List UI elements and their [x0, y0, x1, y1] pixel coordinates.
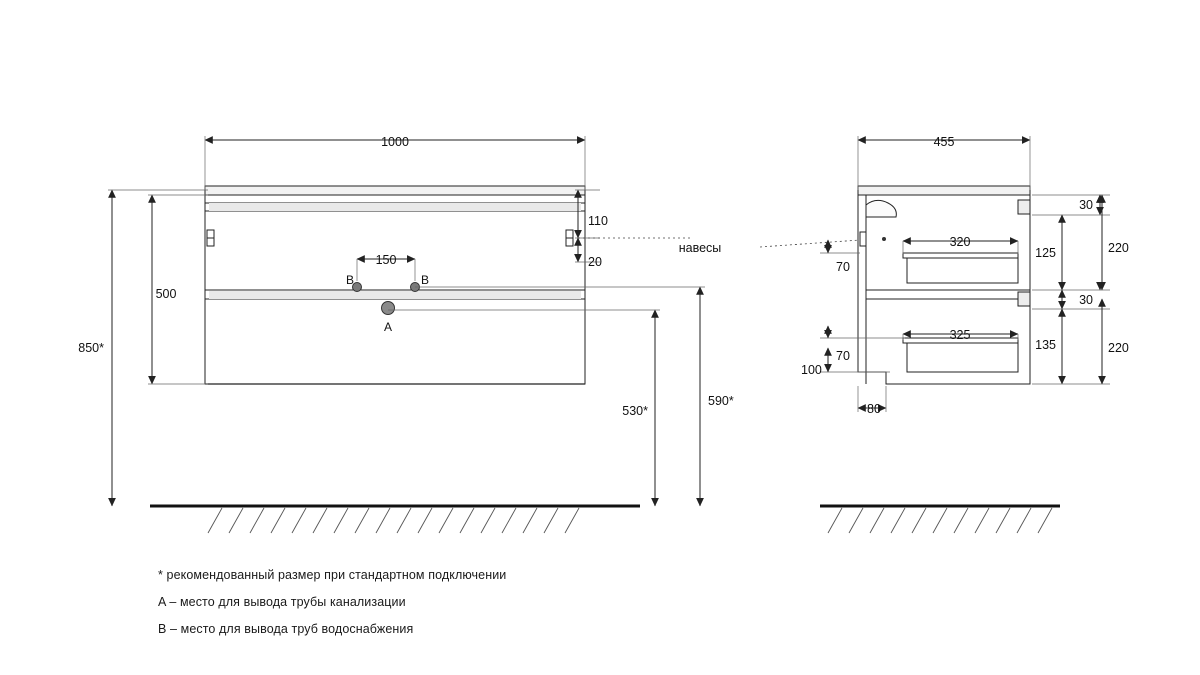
floor-side [820, 506, 1060, 533]
side-view-cabinet [858, 186, 1030, 384]
dim-front-top-offset: 110 [588, 214, 608, 228]
floor-front [150, 506, 640, 533]
note-recommended-size: * рекомендованный размер при стандартном подключении [158, 568, 507, 582]
dim-front-drain-height: 530* [622, 404, 648, 418]
dim-front-hook-offset: 20 [588, 255, 602, 269]
dim-front-body-height: 500 [155, 287, 177, 301]
dim-side-bottom-offset: 100 [801, 363, 822, 377]
label-point-a: A [383, 320, 393, 334]
dim-side-upper-rail: 320 [949, 235, 971, 249]
label-point-b-left: B [345, 273, 355, 287]
front-view-cabinet [205, 186, 585, 384]
dim-side-upper-drawer: 220 [1108, 241, 1129, 255]
dim-side-rail-offset-top: 70 [836, 260, 850, 274]
dim-side-rail-offset-bottom: 70 [836, 349, 850, 363]
legend-notes [158, 562, 506, 643]
dim-front-b-spacing: 150 [375, 253, 397, 267]
note-point-a: A – место для вывода трубы канализации [158, 595, 406, 609]
dim-side-lower-drawer: 220 [1108, 341, 1129, 355]
dim-front-width: 1000 [381, 135, 409, 149]
dim-front-water-height: 590* [708, 394, 734, 408]
dim-side-depth: 455 [933, 135, 955, 149]
dim-side-foot: 80 [867, 402, 881, 416]
dim-side-lower-rail: 325 [949, 328, 971, 342]
dim-side-upper-inner: 125 [1035, 246, 1056, 260]
label-suspension: навесы [678, 241, 722, 255]
dim-front-total-height: 850* [78, 341, 104, 355]
dim-side-mid-gap: 30 [1079, 293, 1093, 307]
note-point-b: B – место для вывода труб водоснабжения [158, 622, 414, 636]
label-point-b-right: B [420, 273, 430, 287]
dim-side-lower-inner: 135 [1035, 338, 1056, 352]
dim-side-top-gap: 30 [1079, 198, 1093, 212]
